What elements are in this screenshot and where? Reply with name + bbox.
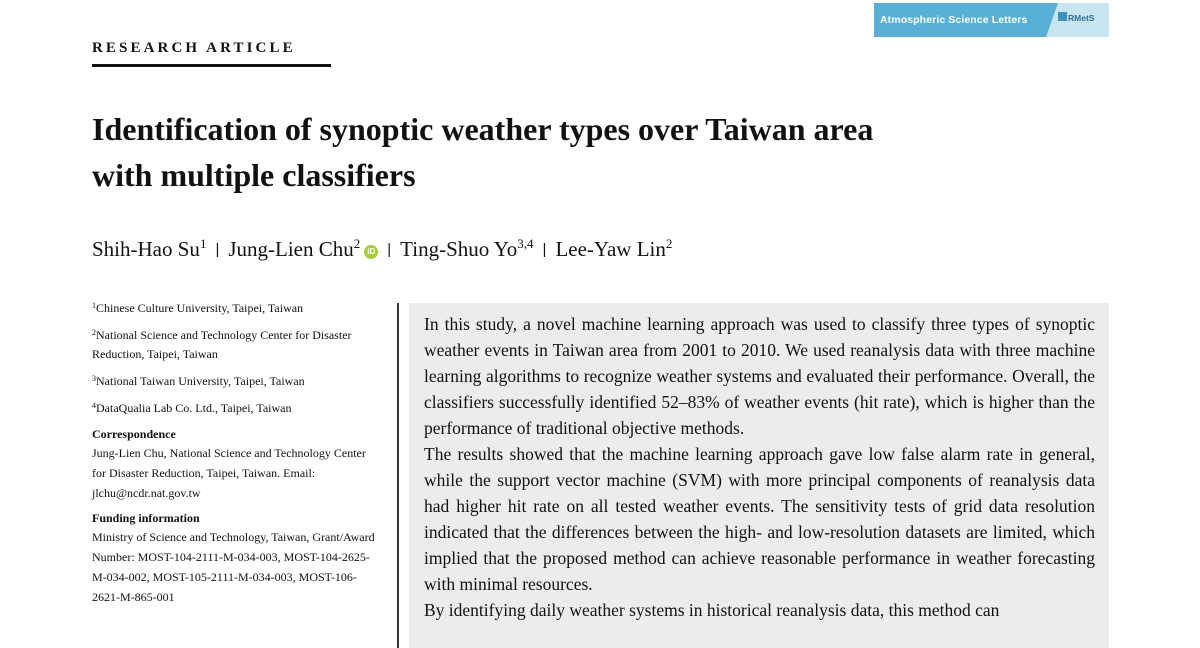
paper-title — [92, 106, 1052, 198]
author-name[interactable]: Lee-Yaw Lin — [555, 237, 666, 261]
author-separator: | — [387, 241, 392, 258]
publisher-name: RMetS — [1068, 13, 1095, 23]
journal-badge — [874, 3, 1109, 37]
affiliation-text: National Taiwan University, Taipei, Taiwan — [96, 374, 305, 388]
article-type: RESEARCH ARTICLE — [92, 40, 296, 56]
article-type-underline — [92, 64, 331, 67]
journal-name: Atmospheric Science Letters — [880, 14, 1028, 26]
affiliations-column — [92, 299, 382, 614]
title-line-2: with multiple classifiers — [92, 157, 416, 193]
abstract-box — [409, 303, 1109, 648]
correspondence-text[interactable]: Jung-Lien Chu, National Science and Technology Center for Disaster Reduction, Taipei, Taiwan. Email: jlchu@ncdr.nat.gov.tw — [92, 446, 366, 500]
author-affiliation-sup: 2 — [665, 236, 673, 251]
author-name[interactable]: Ting-Shuo Yo — [400, 237, 518, 261]
author-separator: | — [542, 241, 547, 258]
abstract-paragraph: In this study, a novel machine learning approach was used to classify three types of synoptic weather events in Taiwan area from 2001 to 2010. We used reanalysis data with three machine learning algorithms to recognize weather systems and evaluated their performance. Overall, the classifiers successfully identified 52–83% of weather events (hit rate), which is higher than the performance of traditional objective methods. — [424, 314, 1095, 438]
correspondence-heading: Correspondence — [92, 427, 176, 441]
affiliation — [92, 299, 382, 318]
abstract-divider — [397, 303, 399, 648]
abstract-paragraph: The results showed that the machine learning approach gave low false alarm rate in general, while the support vector machine (SVM) with more principal components of reanalysis data had higher hit rate on all tested weather events. The sensitivity tests of grid data resolution indicated that the differences between the high- and low-resolution datasets are limited, which implied that the proposed method can achieve reasonable performance in weather forecasting with minimal resources. — [424, 444, 1095, 594]
affiliation — [92, 372, 382, 391]
author-affiliation-sup: 3,4 — [517, 236, 534, 251]
funding-text: Ministry of Science and Technology, Taiwan, Grant/Award Number: MOST-104-2111-M-034-003, MOST-104-2625-M-034-002, MOST-105-2111-M-034-003, MOST-106-2621-M-865-001 — [92, 530, 375, 604]
author-name[interactable]: Jung-Lien Chu — [228, 237, 354, 261]
rmets-logo-icon — [1058, 12, 1067, 21]
affiliation-sup: 3 — [92, 374, 96, 383]
affiliation-sup: 4 — [92, 401, 96, 410]
affiliation-text: DataQualia Lab Co. Ltd., Taipei, Taiwan — [96, 401, 292, 415]
affiliation — [92, 399, 382, 418]
affiliation — [92, 326, 382, 364]
affiliation-sup: 2 — [92, 328, 96, 337]
affiliation-sup: 1 — [92, 301, 96, 310]
affiliation-text: Chinese Culture University, Taipei, Taiwan — [96, 301, 304, 315]
orcid-icon[interactable]: iD — [364, 245, 378, 259]
funding-heading: Funding information — [92, 511, 200, 525]
abstract-text — [424, 311, 1095, 623]
author-name[interactable]: Shih-Hao Su — [92, 237, 200, 261]
abstract-paragraph: By identifying daily weather systems in historical reanalysis data, this method can — [424, 600, 1000, 620]
affiliation-text: National Science and Technology Center for Disaster Reduction, Taipei, Taiwan — [92, 328, 352, 361]
title-line-1: Identification of synoptic weather types over Taiwan area — [92, 111, 874, 147]
author-affiliation-sup: 1 — [199, 236, 207, 251]
author-list — [92, 234, 672, 265]
author-separator: | — [215, 241, 220, 258]
author-affiliation-sup: 2 — [353, 236, 361, 251]
